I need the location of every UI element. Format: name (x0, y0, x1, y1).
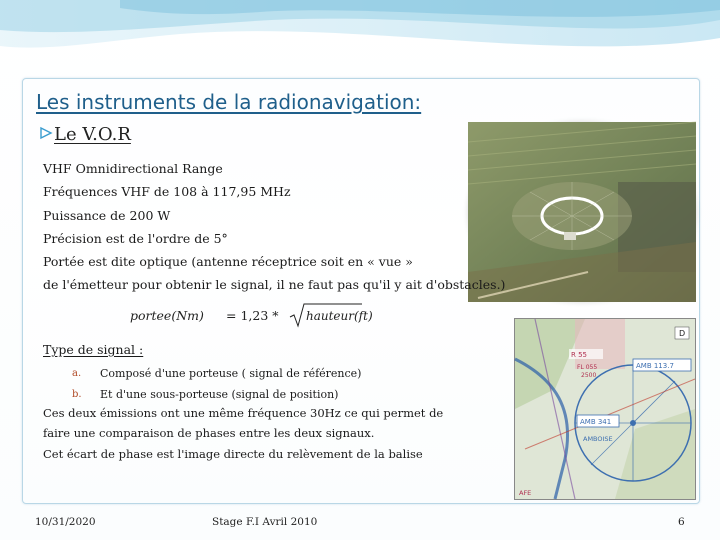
paragraph-line: faire une comparaison de phases entre les deux signaux. (43, 426, 375, 441)
list-item (72, 385, 361, 406)
formula-sqrt-arg: hauteur(ft) (306, 309, 373, 323)
vor-characteristics (43, 157, 505, 297)
aeronautical-chart-image (514, 318, 696, 500)
line-precision: Précision est de l'ordre de 5° (43, 230, 228, 246)
line-range: Portée est dite optique (antenne réceptrice soit en « vue » (43, 254, 413, 270)
list-marker: b. (72, 388, 82, 400)
signal-items-list (72, 364, 362, 405)
map-label-amb113: AMB 113.7 (636, 362, 674, 370)
map-label-d: D (679, 329, 686, 338)
paragraph-line: Cet écart de phase est l'image directe du relèvement de la balise (43, 446, 423, 461)
map-label-fl055: FL 055 (577, 364, 598, 371)
list-item-text: Et d'une sous-porteuse (signal de position) (100, 387, 339, 401)
phase-explanation (43, 403, 443, 464)
decorative-top-band (0, 0, 720, 80)
line-frequencies: Fréquences VHF de 108 à 117,95 MHz (43, 184, 291, 200)
slide-title: Les instruments de la radionavigation: (36, 90, 422, 114)
range-formula (128, 300, 373, 330)
slide-subtitle (40, 124, 131, 145)
line-power: Puissance de 200 W (43, 207, 171, 223)
footer-date: 10/31/2020 (35, 516, 96, 528)
line-range-continued: de l'émetteur pour obtenir le signal, il ne faut pas qu'il y ait d'obstacles.) (43, 277, 506, 293)
subtitle-text: Le V.O.R (54, 124, 131, 145)
map-label-afe: AFE (519, 489, 532, 497)
map-label-r55: R 55 (571, 351, 587, 359)
paragraph-line: Ces deux émissions ont une même fréquence 30Hz ce qui permet de (43, 406, 444, 420)
formula-equals: = 1,23 * (226, 308, 279, 323)
page-number: 6 (678, 516, 685, 528)
list-item (72, 364, 362, 385)
right-triangle-bullet-icon (40, 127, 52, 143)
map-label-amboise: AMBOISE (583, 435, 613, 443)
formula-lhs: portee(Nm) (130, 308, 204, 323)
list-marker: a. (72, 368, 82, 379)
footer-title: Stage F.I Avril 2010 (212, 516, 318, 528)
list-item-text: Composé d'une porteuse ( signal de référence) (100, 367, 362, 380)
signal-type-heading: Type de signal : (43, 342, 144, 357)
line-definition: VHF Omnidirectional Range (43, 161, 223, 176)
map-label-amb341: AMB 341 (580, 418, 612, 426)
map-label-2500: 2500 (581, 372, 597, 379)
